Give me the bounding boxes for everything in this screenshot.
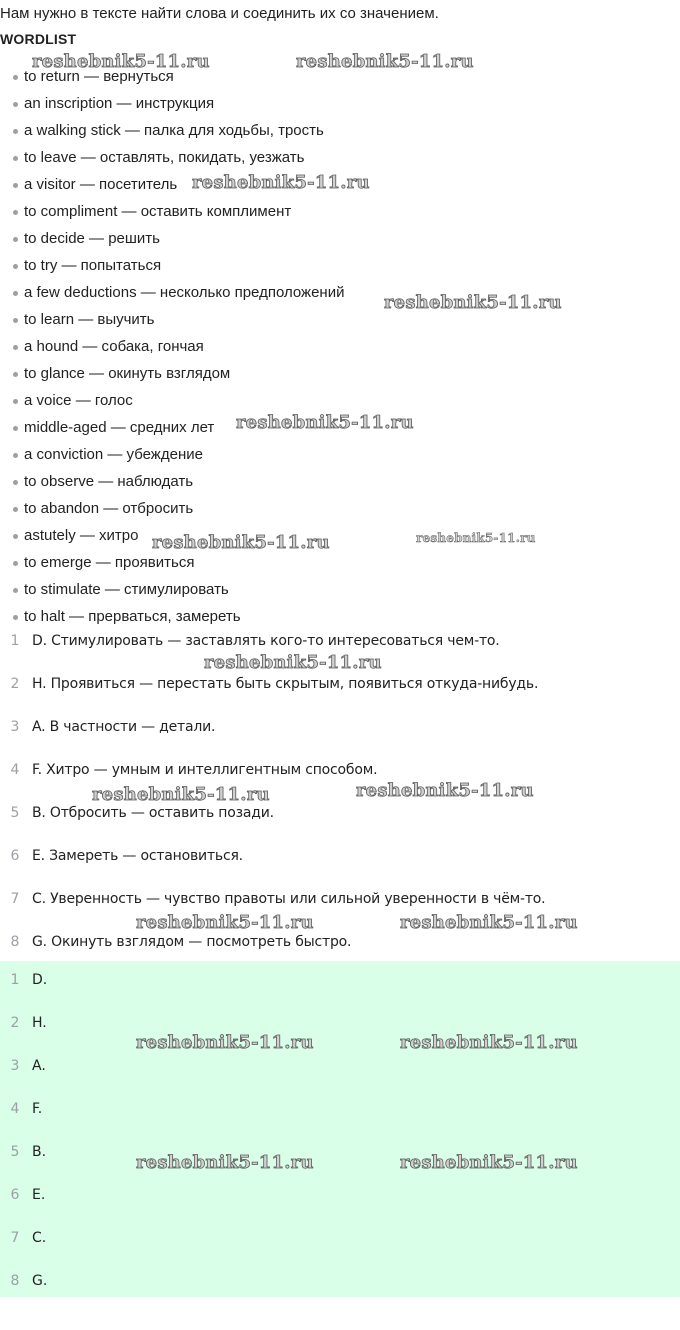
item-number: 4 bbox=[10, 762, 20, 778]
answer-letter: C. bbox=[32, 1230, 47, 1246]
watermark: reshebnik5-11.ru bbox=[400, 1152, 578, 1173]
bullet-icon bbox=[13, 534, 18, 539]
watermark: reshebnik5-11.ru bbox=[296, 51, 474, 72]
definition-text: F. Хитро — умным и интеллигентным способом. bbox=[32, 762, 378, 778]
watermark: reshebnik5-11.ru bbox=[92, 784, 270, 805]
bullet-icon bbox=[13, 183, 18, 188]
item-number: 1 bbox=[10, 972, 20, 988]
list-item: to glance — окинуть взглядом bbox=[0, 360, 344, 387]
definition-text: B. Отбросить — оставить позади. bbox=[32, 805, 274, 821]
list-item: a walking stick — палка для ходьбы, трость bbox=[0, 117, 344, 144]
bullet-icon bbox=[13, 129, 18, 134]
item-number: 3 bbox=[10, 719, 20, 735]
list-item: to abandon — отбросить bbox=[0, 495, 344, 522]
item-number: 6 bbox=[10, 1187, 20, 1203]
definition-text: D. Стимулировать — заставлять кого-то интересоваться чем-то. bbox=[32, 633, 500, 649]
answer-letter: G. bbox=[32, 1273, 48, 1289]
item-number: 5 bbox=[10, 805, 20, 821]
item-number: 7 bbox=[10, 1230, 20, 1246]
list-item: to compliment — оставить комплимент bbox=[0, 198, 344, 225]
bullet-icon bbox=[13, 453, 18, 458]
list-item: to halt — прерваться, замереть bbox=[0, 603, 344, 630]
watermark: reshebnik5-11.ru bbox=[152, 532, 330, 553]
list-item: to return — вернуться bbox=[0, 63, 344, 90]
bullet-icon bbox=[13, 426, 18, 431]
bullet-icon bbox=[13, 615, 18, 620]
answer-box bbox=[0, 961, 680, 1297]
item-number: 2 bbox=[10, 1015, 20, 1031]
bullet-icon bbox=[13, 372, 18, 377]
list-item: to try — попытаться bbox=[0, 252, 344, 279]
bullet-icon bbox=[13, 210, 18, 215]
bullet-icon bbox=[13, 480, 18, 485]
bullet-icon bbox=[13, 588, 18, 593]
answer-letter: A. bbox=[32, 1058, 46, 1074]
definition-text: H. Проявиться — перестать быть скрытым, появиться откуда-нибудь. bbox=[32, 676, 539, 692]
list-item: to stimulate — стимулировать bbox=[0, 576, 344, 603]
watermark: reshebnik5-11.ru bbox=[136, 912, 314, 933]
list-item: middle-aged — средних лет bbox=[0, 414, 344, 441]
watermark: reshebnik5-11.ru bbox=[384, 292, 562, 313]
bullet-icon bbox=[13, 237, 18, 242]
bullet-icon bbox=[13, 291, 18, 296]
watermark: reshebnik5-11.ru bbox=[204, 652, 382, 673]
item-number: 5 bbox=[10, 1144, 20, 1160]
list-item: astutely — хитро bbox=[0, 522, 344, 549]
bullet-icon bbox=[13, 561, 18, 566]
list-item: a conviction — убеждение bbox=[0, 441, 344, 468]
watermark: reshebnik5-11.ru bbox=[136, 1032, 314, 1053]
list-item: a hound — собака, гончая bbox=[0, 333, 344, 360]
bullet-icon bbox=[13, 345, 18, 350]
bullet-icon bbox=[13, 318, 18, 323]
item-number: 8 bbox=[10, 934, 20, 950]
bullet-icon bbox=[13, 507, 18, 512]
bullet-icon bbox=[13, 156, 18, 161]
definition-text: C. Уверенность — чувство правоты или сильной уверенности в чём-то. bbox=[32, 891, 546, 907]
watermark: reshebnik5-11.ru bbox=[400, 912, 578, 933]
list-item: to emerge — проявиться bbox=[0, 549, 344, 576]
item-number: 7 bbox=[10, 891, 20, 907]
bullet-icon bbox=[13, 102, 18, 107]
item-number: 4 bbox=[10, 1101, 20, 1117]
list-item: to leave — оставлять, покидать, уезжать bbox=[0, 144, 344, 171]
watermark: reshebnik5-11.ru bbox=[32, 51, 210, 72]
bullet-icon bbox=[13, 264, 18, 269]
wordlist-heading: WORDLIST bbox=[0, 31, 77, 47]
bullet-icon bbox=[13, 75, 18, 80]
answer-letter: D. bbox=[32, 972, 48, 988]
watermark: reshebnik5-11.ru bbox=[400, 1032, 578, 1053]
item-number: 1 bbox=[10, 633, 20, 649]
item-number: 8 bbox=[10, 1273, 20, 1289]
item-number: 2 bbox=[10, 676, 20, 692]
intro-text: Нам нужно в тексте найти слова и соединить их со значением. bbox=[0, 5, 439, 22]
answer-letter: F. bbox=[32, 1101, 43, 1117]
watermark: reshebnik5-11.ru bbox=[192, 172, 370, 193]
watermark: reshebnik5-11.ru bbox=[416, 531, 536, 545]
bullet-icon bbox=[13, 399, 18, 404]
watermark: reshebnik5-11.ru bbox=[356, 780, 534, 801]
list-item: to learn — выучить bbox=[0, 306, 344, 333]
list-item: to observe — наблюдать bbox=[0, 468, 344, 495]
list-item: an inscription — инструкция bbox=[0, 90, 344, 117]
answer-letter: H. bbox=[32, 1015, 47, 1031]
definition-text: A. В частности — детали. bbox=[32, 719, 216, 735]
list-item: a few deductions — несколько предположений bbox=[0, 279, 344, 306]
item-number: 6 bbox=[10, 848, 20, 864]
list-item: a visitor — посетитель bbox=[0, 171, 344, 198]
answer-letter: B. bbox=[32, 1144, 47, 1160]
watermark: reshebnik5-11.ru bbox=[136, 1152, 314, 1173]
definition-text: E. Замереть — остановиться. bbox=[32, 848, 243, 864]
answer-letter: E. bbox=[32, 1187, 46, 1203]
list-item: to decide — решить bbox=[0, 225, 344, 252]
item-number: 3 bbox=[10, 1058, 20, 1074]
definition-text: G. Окинуть взглядом — посмотреть быстро. bbox=[32, 934, 352, 950]
list-item: a voice — голос bbox=[0, 387, 344, 414]
watermark: reshebnik5-11.ru bbox=[236, 412, 414, 433]
